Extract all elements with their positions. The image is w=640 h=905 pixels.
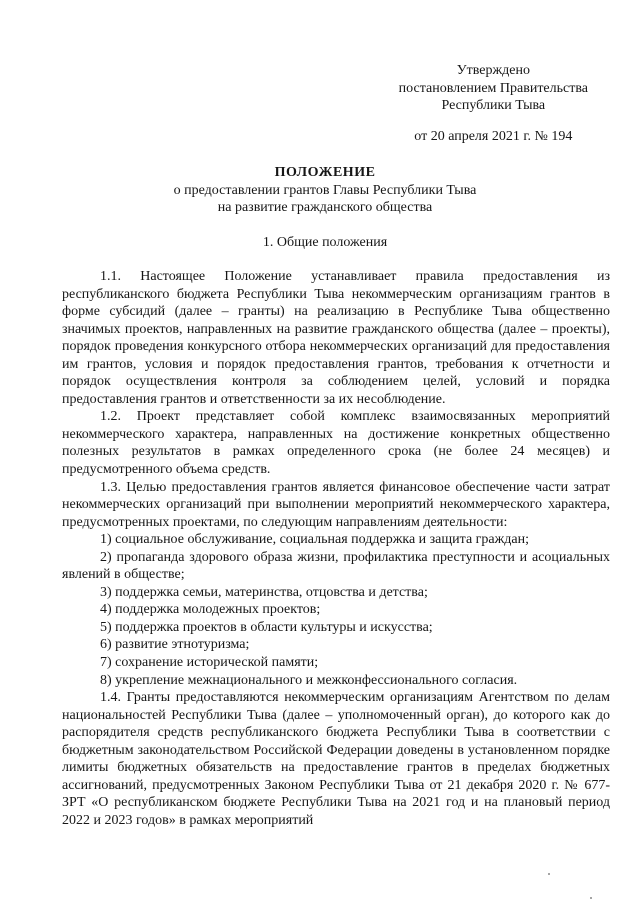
document-subtitle-line-2: на развитие гражданского общества xyxy=(217,200,433,215)
document-body xyxy=(62,268,610,830)
list-item-5: 5) поддержка проектов в области культуры и искусства; xyxy=(100,619,433,635)
approval-line-republic: Республики Тыва xyxy=(441,98,546,113)
paragraph-1-1: 1.1. Настоящее Положение устанавливает правила предоставления из республиканского бюджета Республики Тыва некоммерческим организациям грантов в форме субсидий (далее – гранты) на реализацию в Республике Тыва общественно значимых проектов, направленных на развитие гражданского общества (далее – проекты), порядок проведения конкурсного отбора некоммерческих организаций для предоставления им грантов, условия и порядок предоставления грантов, требования к отчетности и порядок осуществления контроля за соблюдением целей, условий и порядка предоставления грантов и ответственности за их несоблюдение. xyxy=(62,269,610,407)
approval-stamp xyxy=(399,62,588,145)
scan-speck xyxy=(548,873,550,875)
approval-line-approved: Утверждено xyxy=(456,63,530,78)
document-title: ПОЛОЖЕНИЕ xyxy=(274,165,376,180)
document-subtitle-line-1: о предоставлении грантов Главы Республики Тыва xyxy=(173,182,477,198)
document-title-block xyxy=(0,164,640,217)
approval-date: от 20 апреля 2021 г. № 194 xyxy=(414,128,573,144)
list-item-2: 2) пропаганда здорового образа жизни, профилактика преступности и асоциальных явлений в обществе; xyxy=(62,549,610,583)
list-item-3: 3) поддержка семьи, материнства, отцовства и детства; xyxy=(100,584,428,600)
list-item-7: 7) сохранение исторической памяти; xyxy=(100,655,319,671)
approval-line-resolution: постановлением Правительства xyxy=(398,80,588,96)
paragraph-1-2: 1.2. Проект представляет собой комплекс взаимосвязанных мероприятий некоммерческого характера, направленных на достижение конкретных общественно полезных результатов в рамках определенного срока (не более 24 месяцев) и предусмотренного объема средств. xyxy=(62,409,610,478)
paragraph-1-4: 1.4. Гранты предоставляются некоммерческим организациям Агентством по делам национальностей Республики Тыва (далее – уполномоченный орган), до которого как до распорядителя средств республиканского бюджета Республики Тыва в соответствии с бюджетным законодательством Российской Федерации доведены в установленном порядке лимиты бюджетных обязательств на предоставление грантов в пределах бюджетных ассигнований, предусмотренных Законом Республики Тыва от 21 декабря 2020 г. № 677-ЗРТ «О республиканском бюджете Республики Тыва на 2021 год и на плановый период 2022 и 2023 годов» в рамках мероприятий xyxy=(62,690,610,828)
list-item-8: 8) укрепление межнационального и межконфессионального согласия. xyxy=(100,672,518,688)
list-item-1: 1) социальное обслуживание, социальная поддержка и защита граждан; xyxy=(100,532,530,548)
list-item-4: 4) поддержка молодежных проектов; xyxy=(100,602,321,618)
list-item-6: 6) развитие этнотуризма; xyxy=(100,637,250,653)
section-heading: 1. Общие положения xyxy=(262,235,388,250)
scan-speck xyxy=(590,897,592,899)
paragraph-1-3: 1.3. Целью предоставления грантов является финансовое обеспечение части затрат некоммерческих организаций при выполнении мероприятий некоммерческого характера, предусмотренных проектами, по следующим направлениям деятельности: xyxy=(62,479,610,530)
